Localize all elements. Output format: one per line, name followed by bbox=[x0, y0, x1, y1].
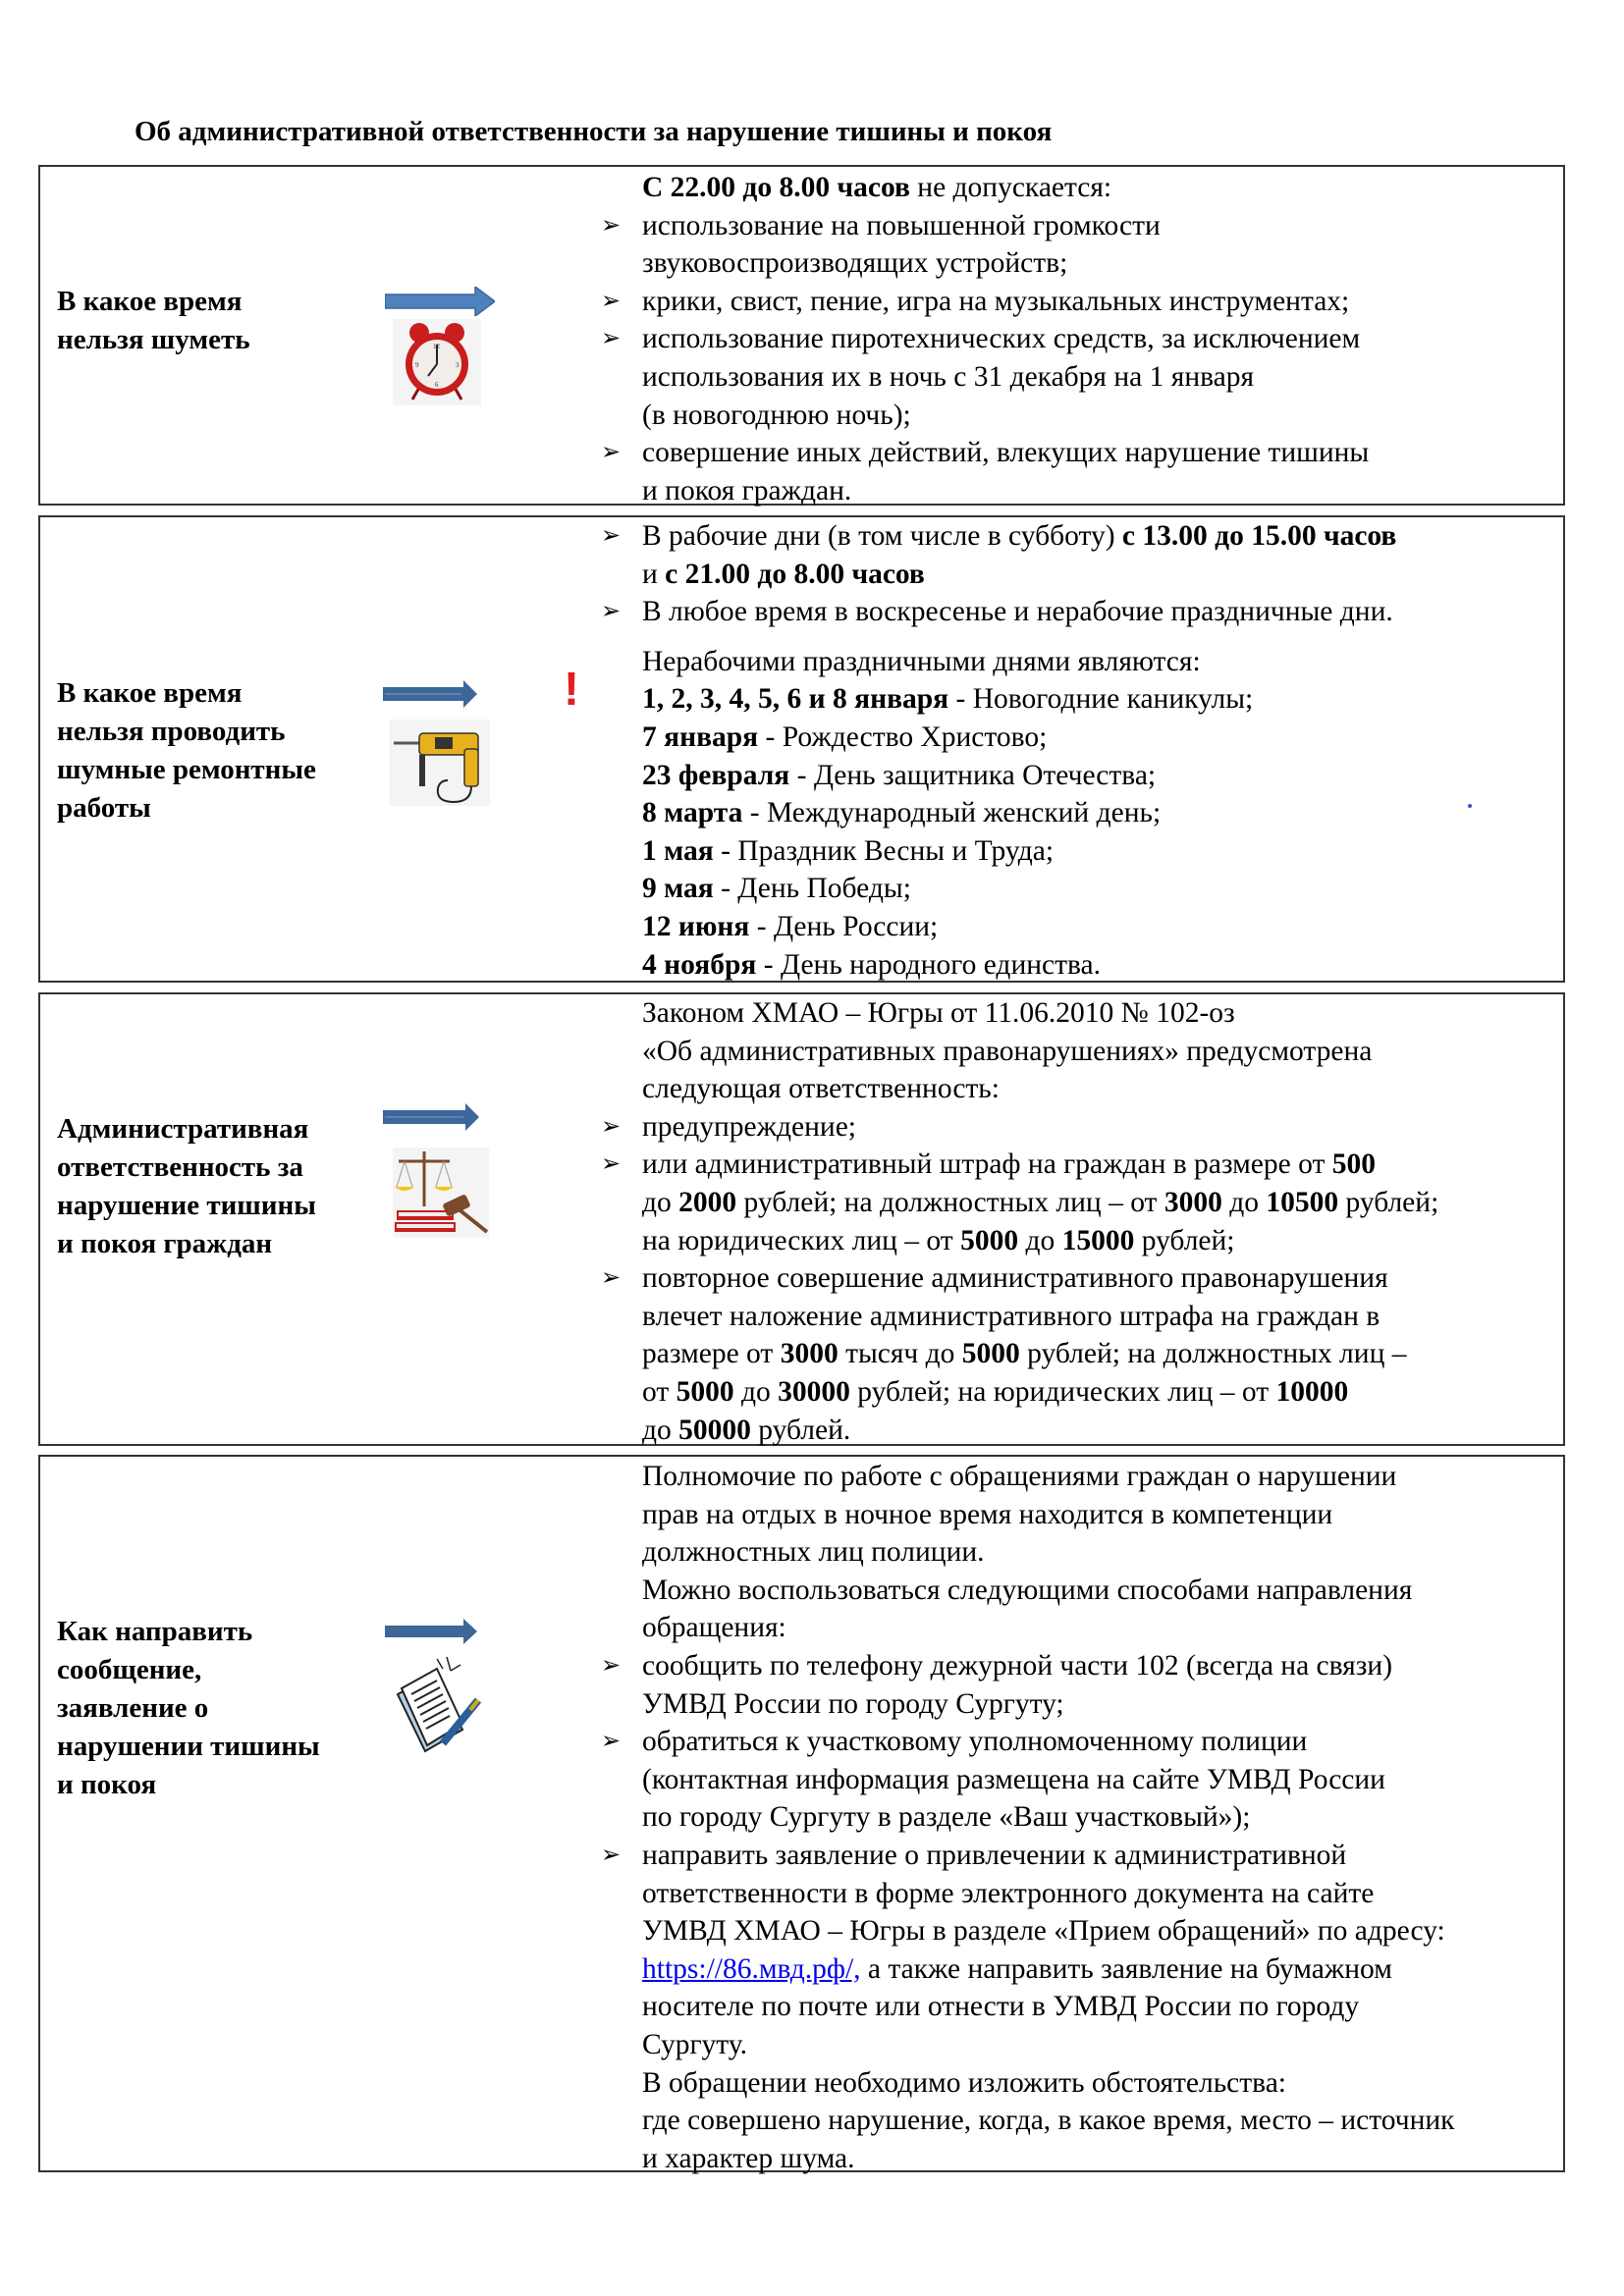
time-range: с 13.00 до 15.00 часов bbox=[1121, 520, 1397, 552]
holiday-date: 8 марта bbox=[642, 797, 743, 829]
section-content bbox=[596, 517, 1396, 984]
outro-line: и характер шума. bbox=[642, 2142, 855, 2174]
item-text: и bbox=[642, 558, 666, 590]
item-text: носителе по почте или отнести в УМВД России по городу bbox=[642, 1991, 1360, 2023]
list-item-cont bbox=[596, 1685, 1454, 1724]
item-text: рублей; на юридических лиц – от bbox=[849, 1375, 1276, 1408]
intro-text: не допускается: bbox=[909, 172, 1112, 203]
section-when-no-noise bbox=[38, 165, 1565, 506]
amount: 15000 bbox=[1061, 1224, 1135, 1256]
arrowhead-bullet-icon: ➢ bbox=[600, 523, 622, 549]
alarm-clock-icon bbox=[393, 319, 481, 405]
time-range: С 22.00 до 8.00 часов bbox=[642, 172, 910, 203]
holiday-item bbox=[596, 946, 1396, 985]
item-text: рублей; bbox=[1134, 1224, 1235, 1256]
svg-text:3: 3 bbox=[456, 361, 460, 369]
item-text: сообщить по телефону дежурной части 102 (всегда на связи) bbox=[642, 1649, 1393, 1682]
arrow-right-icon bbox=[385, 287, 495, 316]
item-text: до bbox=[642, 1414, 679, 1446]
item-text: В любое время в воскресенье и нерабочие праздничные дни. bbox=[642, 596, 1393, 628]
holiday-name: - День народного единства. bbox=[756, 948, 1102, 981]
page-title: Об административной ответственности за нарушение тишины и покоя bbox=[135, 116, 1053, 147]
item-text: использования их в ночь с 31 декабря на 1 января bbox=[642, 360, 1255, 393]
holiday-item bbox=[596, 832, 1396, 871]
item-text: тысяч до bbox=[838, 1338, 962, 1370]
arrow-right-icon bbox=[383, 1103, 479, 1131]
item-text: а также направить заявление на бумажном bbox=[860, 1952, 1392, 1985]
amount: 500 bbox=[1331, 1148, 1376, 1181]
list-item-cont bbox=[596, 1950, 1454, 1989]
label-line: нельзя проводить bbox=[57, 716, 286, 747]
label-line: сообщение, bbox=[57, 1654, 202, 1685]
list-item-cont bbox=[596, 244, 1369, 283]
document-with-pen-icon bbox=[394, 1655, 488, 1753]
section-content bbox=[596, 169, 1369, 509]
intro-line: прав на отдых в ночное время находится в компетенции bbox=[642, 1498, 1333, 1530]
item-text: (в новогоднюю ночь); bbox=[642, 399, 911, 431]
holiday-list bbox=[596, 680, 1396, 984]
amount: 3000 bbox=[1164, 1186, 1222, 1218]
intro-line: обращения: bbox=[642, 1612, 786, 1644]
holiday-name: - День России; bbox=[749, 910, 939, 942]
list-item bbox=[596, 1146, 1438, 1184]
intro-line: следующая ответственность: bbox=[642, 1073, 1000, 1105]
list-item-cont bbox=[596, 1988, 1454, 2026]
law-reference: Законом ХМАО – Югры от 11.06.2010 № 102-оз bbox=[642, 997, 1235, 1029]
arrow-right-icon bbox=[385, 1619, 477, 1644]
item-text: и покоя граждан. bbox=[642, 474, 852, 507]
list-item-cont bbox=[596, 1761, 1454, 1799]
list-item bbox=[596, 1647, 1454, 1685]
section-liability bbox=[38, 992, 1565, 1446]
item-text: крики, свист, пение, игра на музыкальных инструментах; bbox=[642, 285, 1350, 317]
list-item-cont bbox=[596, 556, 1396, 594]
amount: 30000 bbox=[778, 1375, 850, 1408]
holiday-date: 1 мая bbox=[642, 834, 714, 867]
label-line: заявление о bbox=[57, 1692, 209, 1724]
arrowhead-bullet-icon: ➢ bbox=[600, 326, 622, 352]
outro-line: где совершено нарушение, когда, в какое время, место – источник bbox=[642, 2105, 1455, 2137]
item-text: совершение иных действий, влекущих нарушение тишины bbox=[642, 437, 1370, 469]
list-item-cont bbox=[596, 1373, 1438, 1412]
intro-line: должностных лиц полиции. bbox=[642, 1536, 985, 1569]
list-item bbox=[596, 434, 1369, 472]
holiday-item bbox=[596, 719, 1396, 757]
holiday-date: 23 февраля bbox=[642, 759, 790, 791]
arrowhead-bullet-icon: ➢ bbox=[600, 1652, 622, 1679]
label-line: В какое время bbox=[57, 677, 243, 709]
section-content bbox=[596, 994, 1438, 1449]
label-line: нельзя шуметь bbox=[57, 324, 250, 355]
outro-line: В обращении необходимо изложить обстоятельства: bbox=[642, 2066, 1286, 2099]
list-item-cont bbox=[596, 1798, 1454, 1837]
holiday-date: 12 июня bbox=[642, 910, 750, 942]
intro-line bbox=[596, 169, 1369, 207]
holiday-name: - Праздник Весны и Труда; bbox=[713, 834, 1055, 867]
amount: 5000 bbox=[676, 1375, 734, 1408]
section-content bbox=[596, 1458, 1454, 2177]
list-item-cont bbox=[596, 1184, 1438, 1222]
holiday-name: - Международный женский день; bbox=[742, 797, 1162, 829]
section-label bbox=[57, 1613, 320, 1804]
stray-dot bbox=[1468, 804, 1472, 808]
item-text: Сургуту. bbox=[642, 2028, 747, 2060]
arrowhead-bullet-icon: ➢ bbox=[600, 1729, 622, 1755]
label-line: Административная bbox=[57, 1113, 309, 1145]
holiday-item bbox=[596, 680, 1396, 719]
list-item-cont bbox=[596, 397, 1369, 435]
list-item-cont bbox=[596, 1298, 1438, 1336]
holiday-item bbox=[596, 870, 1396, 908]
item-text: рублей; bbox=[1338, 1186, 1439, 1218]
label-line: работы bbox=[57, 792, 151, 824]
amount: 2000 bbox=[678, 1186, 737, 1218]
holiday-item bbox=[596, 908, 1396, 946]
holiday-date: 4 ноября bbox=[642, 948, 757, 981]
item-text: использование на повышенной громкости bbox=[642, 209, 1161, 241]
item-text: рублей; на должностных лиц – от bbox=[736, 1186, 1164, 1218]
svg-text:6: 6 bbox=[435, 381, 439, 389]
list-item bbox=[596, 1108, 1438, 1147]
list-item bbox=[596, 207, 1369, 245]
list-item-cont bbox=[596, 472, 1369, 510]
amount: 50000 bbox=[678, 1414, 751, 1446]
item-text: на юридических лиц – от bbox=[642, 1224, 961, 1256]
list-item-cont bbox=[596, 1912, 1454, 1950]
holiday-item bbox=[596, 794, 1396, 832]
list-item bbox=[596, 1723, 1454, 1761]
amount: 3000 bbox=[780, 1338, 839, 1370]
exclamation-icon: ! bbox=[564, 664, 579, 716]
item-text: рублей. bbox=[750, 1414, 851, 1446]
list-item-cont bbox=[596, 1412, 1438, 1450]
label-line: и покоя граждан bbox=[57, 1228, 273, 1259]
label-line: нарушении тишины bbox=[57, 1731, 320, 1762]
law-title: «Об административных правонарушениях» предусмотрена bbox=[642, 1035, 1373, 1067]
list-item-cont bbox=[596, 1875, 1454, 1913]
amount: 10500 bbox=[1266, 1186, 1339, 1218]
list-item-cont bbox=[596, 1222, 1438, 1260]
item-text: УМВД России по городу Сургуту; bbox=[642, 1687, 1064, 1720]
list-item bbox=[596, 1259, 1438, 1298]
item-text: до bbox=[642, 1186, 679, 1218]
item-text: рублей; на должностных лиц – bbox=[1019, 1338, 1407, 1370]
arrowhead-bullet-icon: ➢ bbox=[600, 1265, 622, 1292]
item-text: В рабочие дни (в том числе в субботу) bbox=[642, 520, 1122, 552]
time-range: с 21.00 до 8.00 часов bbox=[665, 558, 925, 590]
mvd-website-link[interactable]: https://86.мвд.рф/, bbox=[642, 1952, 861, 1985]
item-text: УМВД ХМАО – Югры в разделе «Прием обращений» по адресу: bbox=[642, 1915, 1445, 1948]
arrowhead-bullet-icon: ➢ bbox=[600, 599, 622, 625]
item-text: звуковоспроизводящих устройств; bbox=[642, 247, 1068, 280]
item-text: или административный штраф на граждан в размере от bbox=[642, 1148, 1332, 1181]
holiday-name: - Новогодние каникулы; bbox=[948, 683, 1254, 716]
section-no-repairs bbox=[38, 515, 1565, 983]
item-text: направить заявление о привлечении к административной bbox=[642, 1839, 1347, 1871]
label-line: шумные ремонтные bbox=[57, 754, 316, 785]
list-item bbox=[596, 517, 1396, 556]
list-item-cont bbox=[596, 358, 1369, 397]
holiday-date: 7 января bbox=[642, 721, 759, 753]
intro-line: Можно воспользоваться следующими способами направления bbox=[642, 1574, 1413, 1606]
item-text: влечет наложение административного штрафа на граждан в bbox=[642, 1300, 1380, 1332]
label-line: и покоя bbox=[57, 1769, 157, 1800]
section-label bbox=[57, 1110, 316, 1263]
item-text: обратиться к участковому уполномоченному полиции bbox=[642, 1726, 1308, 1758]
item-text: от bbox=[642, 1375, 677, 1408]
item-text: ответственности в форме электронного документа на сайте bbox=[642, 1877, 1375, 1909]
holiday-name: - Рождество Христово; bbox=[758, 721, 1048, 753]
item-text: размере от bbox=[642, 1338, 781, 1370]
holidays-intro: Нерабочими праздничными днями являются: bbox=[642, 645, 1201, 677]
holiday-name: - День защитника Отечества; bbox=[789, 759, 1157, 791]
section-how-to-report bbox=[38, 1455, 1565, 2172]
item-text: по городу Сургуту в разделе «Ваш участковый»); bbox=[642, 1801, 1251, 1834]
list-item bbox=[596, 283, 1369, 321]
amount: 5000 bbox=[960, 1224, 1019, 1256]
holiday-date: 9 мая bbox=[642, 873, 714, 905]
arrowhead-bullet-icon: ➢ bbox=[600, 1113, 622, 1140]
arrowhead-bullet-icon: ➢ bbox=[600, 1842, 622, 1868]
label-line: ответственность за bbox=[57, 1151, 303, 1183]
svg-text:9: 9 bbox=[415, 361, 419, 369]
label-line: В какое время bbox=[57, 286, 243, 317]
holiday-name: - День Победы; bbox=[713, 873, 911, 905]
item-text: предупреждение; bbox=[642, 1110, 856, 1143]
arrowhead-bullet-icon: ➢ bbox=[600, 1151, 622, 1178]
item-text: использование пиротехнических средств, за исключением bbox=[642, 323, 1361, 355]
list-item-cont bbox=[596, 1335, 1438, 1373]
arrowhead-bullet-icon: ➢ bbox=[600, 440, 622, 466]
list-item-cont bbox=[596, 2026, 1454, 2064]
label-line: нарушение тишины bbox=[57, 1190, 316, 1221]
item-text: до bbox=[733, 1375, 779, 1408]
svg-text:12: 12 bbox=[433, 343, 440, 350]
amount: 5000 bbox=[961, 1338, 1020, 1370]
section-label bbox=[57, 674, 316, 828]
amount: 10000 bbox=[1275, 1375, 1349, 1408]
hammer-drill-icon bbox=[390, 720, 490, 806]
arrowhead-bullet-icon: ➢ bbox=[600, 288, 622, 314]
arrow-right-icon bbox=[383, 680, 477, 708]
item-text: повторное совершение административного правонарушения bbox=[642, 1262, 1388, 1295]
scales-of-justice-icon bbox=[393, 1148, 489, 1238]
holiday-item bbox=[596, 757, 1396, 795]
item-text: (контактная информация размещена на сайте УМВД России bbox=[642, 1763, 1385, 1795]
section-label bbox=[57, 283, 250, 359]
list-item bbox=[596, 1837, 1454, 1875]
item-text: до bbox=[1221, 1186, 1267, 1218]
list-item bbox=[596, 593, 1396, 631]
item-text: до bbox=[1018, 1224, 1062, 1256]
list-item bbox=[596, 320, 1369, 358]
arrowhead-bullet-icon: ➢ bbox=[600, 212, 622, 239]
intro-line: Полномочие по работе с обращениями граждан о нарушении bbox=[642, 1461, 1397, 1492]
label-line: Как направить bbox=[57, 1616, 253, 1647]
holiday-date: 1, 2, 3, 4, 5, 6 и 8 января bbox=[642, 683, 949, 716]
